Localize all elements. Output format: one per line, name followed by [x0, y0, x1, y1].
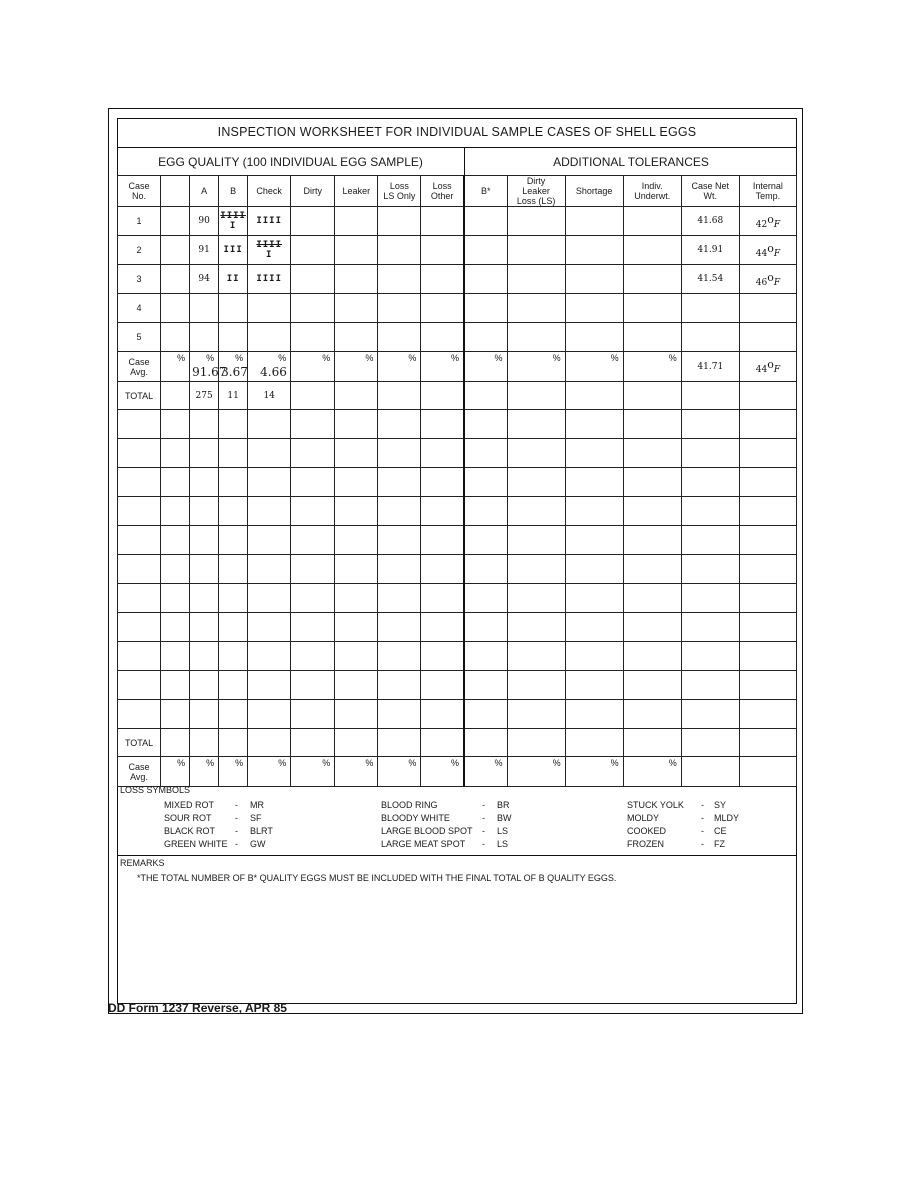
total-b: 11 [219, 382, 248, 410]
cell-b-star [464, 236, 507, 265]
header-shortage: Shortage [565, 176, 623, 207]
cell-a: 90 [190, 207, 219, 236]
cell-loss-other [421, 265, 464, 294]
avg-b: % 3.67 [219, 352, 248, 382]
case-avg-row-2: Case Avg. % % % % % % % % % % % % [118, 757, 797, 787]
symbol-item: STUCK YOLK - SY [627, 800, 727, 810]
avg-net-wt: 41.71 [681, 352, 739, 382]
header-case-no: Case No. [118, 176, 161, 207]
symbol-item: LARGE MEAT SPOT - LS [381, 839, 509, 849]
case-no: 2 [118, 236, 161, 265]
loss-symbols-heading: LOSS SYMBOLS [120, 785, 191, 795]
cell-a: 94 [190, 265, 219, 294]
cell-net-wt: 41.54 [681, 265, 739, 294]
header-a: A [190, 176, 219, 207]
cell-dirty [291, 207, 335, 236]
case-no: 3 [118, 265, 161, 294]
cell-shortage [565, 207, 623, 236]
cell-b-tally: II [219, 265, 248, 294]
remarks-heading: REMARKS [120, 858, 165, 868]
cell-check-tally: IIII [248, 265, 291, 294]
header-check: Check [248, 176, 291, 207]
cell-shortage [565, 265, 623, 294]
cell-check-tally: IIII I [248, 236, 291, 265]
cell-blank [161, 265, 190, 294]
case-avg-row: Case Avg. % % 91.67 % 3.67 % 4.66 % % % % % % % % 41.71 44$^o$F [118, 352, 797, 382]
form-title: INSPECTION WORKSHEET FOR INDIVIDUAL SAMPLE CASES OF SHELL EGGS [117, 118, 797, 148]
cell-net-wt: 41.68 [681, 207, 739, 236]
cell-loss-other [421, 236, 464, 265]
case-row-5 [118, 323, 797, 352]
cell-dirty [291, 265, 335, 294]
egg-quality-heading: EGG QUALITY (100 INDIVIDUAL EGG SAMPLE) [117, 148, 465, 176]
cell-b-tally: IIII I [219, 207, 248, 236]
avg-label: Case Avg. [118, 352, 161, 382]
header-b: B [219, 176, 248, 207]
avg-a: % 91.67 [190, 352, 219, 382]
cell-loss-other [421, 207, 464, 236]
worksheet-table [117, 175, 797, 787]
cell-loss-ls [378, 265, 421, 294]
cell-a: 91 [190, 236, 219, 265]
cell-net-wt: 41.91 [681, 236, 739, 265]
cell-temp: 46$^o$F [739, 265, 796, 294]
case-no: 5 [118, 323, 161, 352]
cell-leaker [335, 265, 378, 294]
symbol-item: GREEN WHITE - GW [164, 839, 266, 849]
header-internal: Internal Temp. [739, 176, 796, 207]
header-dirty-leaker: Dirty Leaker Loss (LS) [507, 176, 565, 207]
cell-shortage [565, 236, 623, 265]
case-no: 4 [118, 294, 161, 323]
cell-temp: 44$^o$F [739, 236, 796, 265]
symbol-item: MIXED ROT - MR [164, 800, 264, 810]
total-label: TOTAL [118, 729, 161, 757]
case-no: 1 [118, 207, 161, 236]
total-label: TOTAL [118, 382, 161, 410]
header-row [118, 176, 797, 207]
loss-symbols-section [117, 783, 797, 856]
symbol-item: BLOODY WHITE - BW [381, 813, 512, 823]
case-row-1 [118, 207, 797, 236]
header-b-star: B* [464, 176, 507, 207]
cell-b-tally: III [219, 236, 248, 265]
header-blank [161, 176, 190, 207]
total-check: 14 [248, 382, 291, 410]
cell-temp: 42$^o$F [739, 207, 796, 236]
cell-dirty [291, 236, 335, 265]
cell-b-star [464, 207, 507, 236]
symbol-item: LARGE BLOOD SPOT - LS [381, 826, 509, 836]
cell-indiv [623, 236, 681, 265]
total-row [118, 382, 797, 410]
avg-check: % 4.66 [248, 352, 291, 382]
header-dirty: Dirty [291, 176, 335, 207]
cell-dirty-leaker [507, 265, 565, 294]
avg-label: Case Avg. [118, 757, 161, 787]
cell-blank [161, 207, 190, 236]
case-row-2 [118, 236, 797, 265]
avg-temp: 44$^o$F [739, 352, 796, 382]
cell-dirty-leaker [507, 207, 565, 236]
header-loss-ls: Loss LS Only [378, 176, 421, 207]
remarks-note: *THE TOTAL NUMBER OF B* QUALITY EGGS MUST BE INCLUDED WITH THE FINAL TOTAL OF B QUALITY EGGS. [137, 873, 617, 883]
symbol-item: FROZEN - FZ [627, 839, 725, 849]
form-number: DD Form 1237 Reverse, APR 85 [108, 1001, 287, 1015]
total-row-2 [118, 729, 797, 757]
header-indiv: Indiv. Underwt. [623, 176, 681, 207]
cell-leaker [335, 207, 378, 236]
cell-b-star [464, 265, 507, 294]
symbol-item: BLACK ROT - BLRT [164, 826, 273, 836]
header-loss-other: Loss Other [421, 176, 464, 207]
header-case-net: Case Net Wt. [681, 176, 739, 207]
cell-dirty-leaker [507, 236, 565, 265]
cell-check-tally: IIII [248, 207, 291, 236]
additional-tolerances-heading: ADDITIONAL TOLERANCES [553, 155, 709, 169]
symbol-item: SOUR ROT - SF [164, 813, 262, 823]
cell-loss-ls [378, 207, 421, 236]
case-row-3 [118, 265, 797, 294]
cell-leaker [335, 236, 378, 265]
symbol-item: BLOOD RING - BR [381, 800, 510, 810]
symbol-item: COOKED - CE [627, 826, 727, 836]
symbol-item: MOLDY - MLDY [627, 813, 740, 823]
cell-loss-ls [378, 236, 421, 265]
header-leaker: Leaker [335, 176, 378, 207]
cell-indiv [623, 207, 681, 236]
cell-indiv [623, 265, 681, 294]
total-a: 275 [190, 382, 219, 410]
cell-blank [161, 236, 190, 265]
case-row-4 [118, 294, 797, 323]
